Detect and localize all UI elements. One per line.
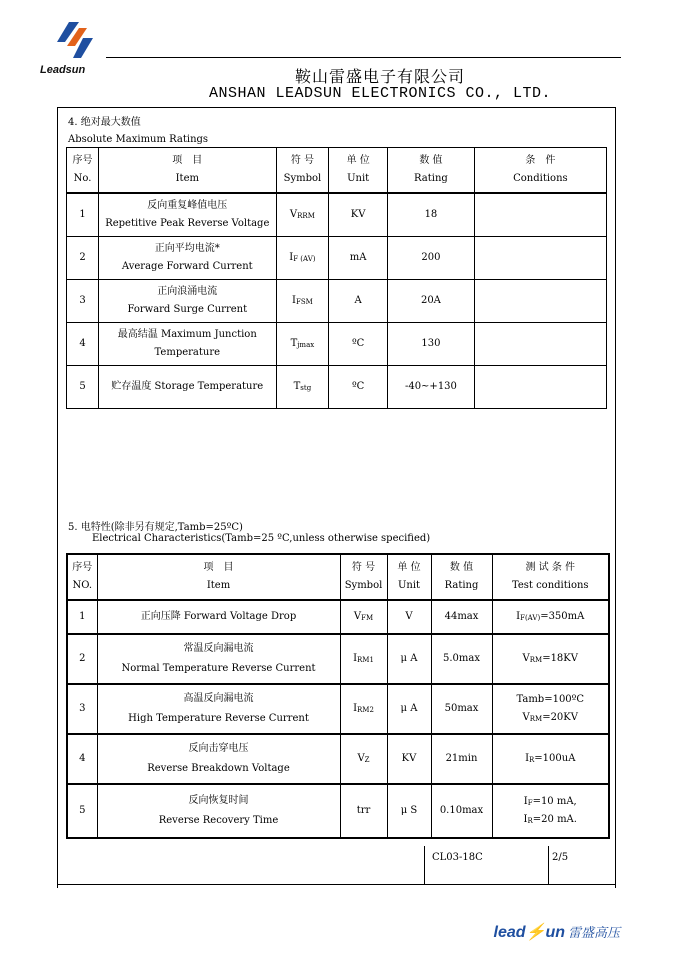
row-conditions (474, 237, 606, 280)
logo-text: Leadsun (40, 64, 86, 76)
row-symbol-sub: RRM (297, 211, 315, 220)
header-test-conditions-en: Test conditions (511, 580, 589, 591)
row-unit: mA (329, 237, 388, 280)
table-row (67, 634, 609, 684)
absolute-max-ratings-table (66, 147, 607, 409)
company-name-en: ANSHAN LEADSUN ELECTRONICS CO., LTD. (208, 85, 552, 102)
row-item-cn: 反向击穿电压 (188, 742, 249, 754)
header-symbol-en: Symbol (344, 580, 383, 591)
row-item-cn: 反向重复峰值电压 (147, 199, 228, 211)
row-item-cn: 高温反向漏电流 (183, 692, 254, 704)
row-unit: KV (387, 734, 431, 784)
row-symbol-sub: FM (361, 613, 374, 622)
section4-title-cn: 4. 绝对最大数值 (68, 117, 141, 128)
row-cond-sub: R (529, 755, 535, 764)
row-cond2: I (523, 814, 528, 825)
header-rating-en: Rating (414, 173, 448, 184)
row-cond-val: =100uA (534, 752, 576, 764)
header-no-cn: 序号 (72, 154, 93, 166)
row-symbol: I (292, 294, 296, 306)
row-unit: μ A (387, 634, 431, 684)
row-rating: 200 (388, 237, 475, 280)
row-item-cn: 常温反向漏电流 (183, 642, 254, 654)
row-rating: 130 (388, 323, 475, 366)
row-no: 5 (67, 366, 99, 409)
row-symbol-sub: jmax (297, 340, 315, 349)
row-rating: 18 (388, 193, 475, 237)
footer-divider-right (548, 846, 550, 884)
row-item-en: Average Forward Current (121, 261, 253, 272)
row-cond2-sub: R (527, 817, 533, 825)
header-symbol-cn: 符 号 (351, 561, 376, 573)
row-conditions (474, 280, 606, 323)
row-cond: I (525, 752, 530, 764)
row-item-en: Reverse Breakdown Voltage (147, 763, 290, 774)
row-no: 1 (67, 193, 99, 237)
row-item-en: Repetitive Peak Reverse Voltage (105, 218, 270, 229)
section5-title-en: Electrical Characteristics(Tamb=25 ºC,unless otherwise specified) (92, 533, 431, 544)
doc-code: CL03-18C (432, 852, 483, 863)
header-symbol-en: Symbol (283, 173, 322, 184)
row-symbol: V (353, 610, 362, 622)
row-no: 4 (67, 734, 97, 784)
page-number: 2/5 (552, 852, 569, 863)
row-rating: 50max (431, 684, 492, 734)
company-name-cn: 鞍山雷盛电子有限公司 (294, 67, 465, 86)
header-unit-en: Unit (347, 173, 370, 184)
row-no: 5 (67, 784, 97, 838)
row-unit: V (387, 600, 431, 634)
row-symbol: I (289, 251, 294, 263)
header-no-en: NO. (72, 580, 93, 591)
header-unit-cn: 单 位 (397, 561, 421, 573)
row-unit: A (329, 280, 388, 323)
row-symbol: T (290, 337, 298, 349)
header-rating-cn: 数 值 (419, 154, 443, 166)
row-unit: μ S (387, 784, 431, 838)
header-item-en: Item (206, 580, 231, 591)
row-symbol: V (357, 752, 365, 764)
row-symbol: trr (356, 804, 371, 816)
brand-text-cn: 雷盛高压 (567, 925, 620, 940)
row-symbol-sub: stg (300, 383, 312, 392)
table-row (67, 784, 609, 838)
row-symbol: V (289, 208, 298, 220)
header-unit-cn: 单 位 (346, 154, 370, 166)
row-rating: 20A (388, 280, 475, 323)
section5-title-cn: 5. 电特性(除非另有规定,Tamb=25ºC) (68, 522, 243, 533)
row-symbol-sub: FSM (295, 297, 313, 306)
footer-rule (57, 884, 615, 885)
row-item-cn: 贮存温度 Storage Temperature (111, 380, 264, 392)
row-item-cn: 正向浪涌电流 (157, 285, 218, 297)
footer-divider-left (424, 846, 426, 884)
row-conditions (474, 323, 606, 366)
row-unit: μ A (387, 684, 431, 734)
row-no: 3 (67, 280, 99, 323)
header-conditions-cn: 条 件 (525, 154, 556, 166)
row-cond: I (516, 610, 521, 622)
row-cond-val: =18KV (542, 652, 578, 664)
table-row (67, 600, 609, 634)
row-unit: KV (329, 193, 388, 237)
table-row (67, 734, 609, 784)
row-rating: 0.10max (431, 784, 492, 838)
row-rating: 5.0max (431, 634, 492, 684)
row-rating: 21min (431, 734, 492, 784)
row-symbol: I (353, 702, 358, 714)
row-no: 4 (67, 323, 99, 366)
header-item-en: Item (175, 173, 199, 184)
brand-text-a: lead (493, 924, 526, 941)
brand-text-b: un (545, 924, 565, 941)
bolt-icon: ⚡ (525, 924, 546, 941)
table-row (67, 684, 609, 734)
row-item-en: Forward Surge Current (127, 304, 248, 315)
row-item-cn: 正向压降 Forward Voltage Drop (140, 610, 297, 622)
row-item-en: High Temperature Reverse Current (128, 713, 309, 724)
row-cond-val: =350mA (540, 610, 585, 622)
row-unit: ºC (329, 366, 388, 409)
header-no-en: No. (73, 173, 92, 184)
row-unit: ºC (329, 323, 388, 366)
row-no: 1 (67, 600, 97, 634)
row-cond: V (522, 652, 530, 664)
header-no-cn: 序号 (72, 561, 93, 573)
row-symbol: T (293, 380, 301, 392)
row-item-cn: 正向平均电流* (154, 242, 220, 254)
header-item-cn: 项 目 (203, 561, 234, 573)
row-cond-sub: F (527, 798, 533, 807)
table-row (67, 193, 607, 237)
header-rule (106, 57, 621, 58)
footer-brand-logo (494, 922, 621, 942)
table-header-row (67, 554, 609, 600)
row-item-en: Reverse Recovery Time (158, 815, 279, 826)
row-cond-sub: F(AV) (520, 613, 541, 622)
row-symbol-sub: RM2 (357, 705, 374, 714)
row-no: 3 (67, 684, 97, 734)
row-no: 2 (67, 634, 97, 684)
row-rating: 44max (431, 600, 492, 634)
table-row (67, 237, 607, 280)
table-row (67, 280, 607, 323)
row-cond: Tamb=100ºC (516, 693, 585, 705)
header-symbol-cn: 符 号 (290, 154, 314, 166)
row-cond2-val: =20KV (542, 712, 578, 723)
row-cond2-sub: RM (529, 715, 543, 723)
row-symbol: I (353, 652, 358, 664)
header-test-conditions-cn: 测 试 条 件 (525, 561, 576, 573)
electrical-characteristics-table (66, 553, 610, 839)
row-item-en: Temperature (154, 347, 221, 358)
table-row (67, 366, 607, 409)
row-symbol-sub: F (AV) (293, 254, 316, 263)
row-item-en: Normal Temperature Reverse Current (121, 663, 316, 674)
row-item-cn: 最高结温 Maximum Junction (117, 328, 257, 340)
header-rating-cn: 数 值 (449, 561, 474, 573)
row-item-cn: 反向恢复时间 (188, 794, 249, 806)
row-rating: -40~+130 (388, 366, 475, 409)
row-symbol-sub: Z (364, 755, 370, 764)
row-conditions (474, 193, 606, 237)
row-conditions (474, 366, 606, 409)
row-cond-val: =10 mA, (532, 795, 577, 807)
row-symbol-sub: RM1 (357, 655, 374, 664)
row-cond2-val: =20 mA. (532, 814, 577, 825)
row-cond: I (523, 795, 528, 807)
header-unit-en: Unit (397, 580, 421, 591)
header-conditions-en: Conditions (513, 173, 568, 184)
row-no: 2 (67, 237, 99, 280)
leadsun-logo-icon (55, 20, 95, 60)
header-rating-en: Rating (444, 580, 479, 591)
section4-title-en: Absolute Maximum Ratings (68, 134, 209, 145)
header-item-cn: 项 目 (172, 154, 203, 166)
row-cond-sub: RM (529, 655, 543, 664)
table-header-row (67, 148, 607, 194)
row-cond2: V (522, 712, 530, 723)
table-row (67, 323, 607, 366)
